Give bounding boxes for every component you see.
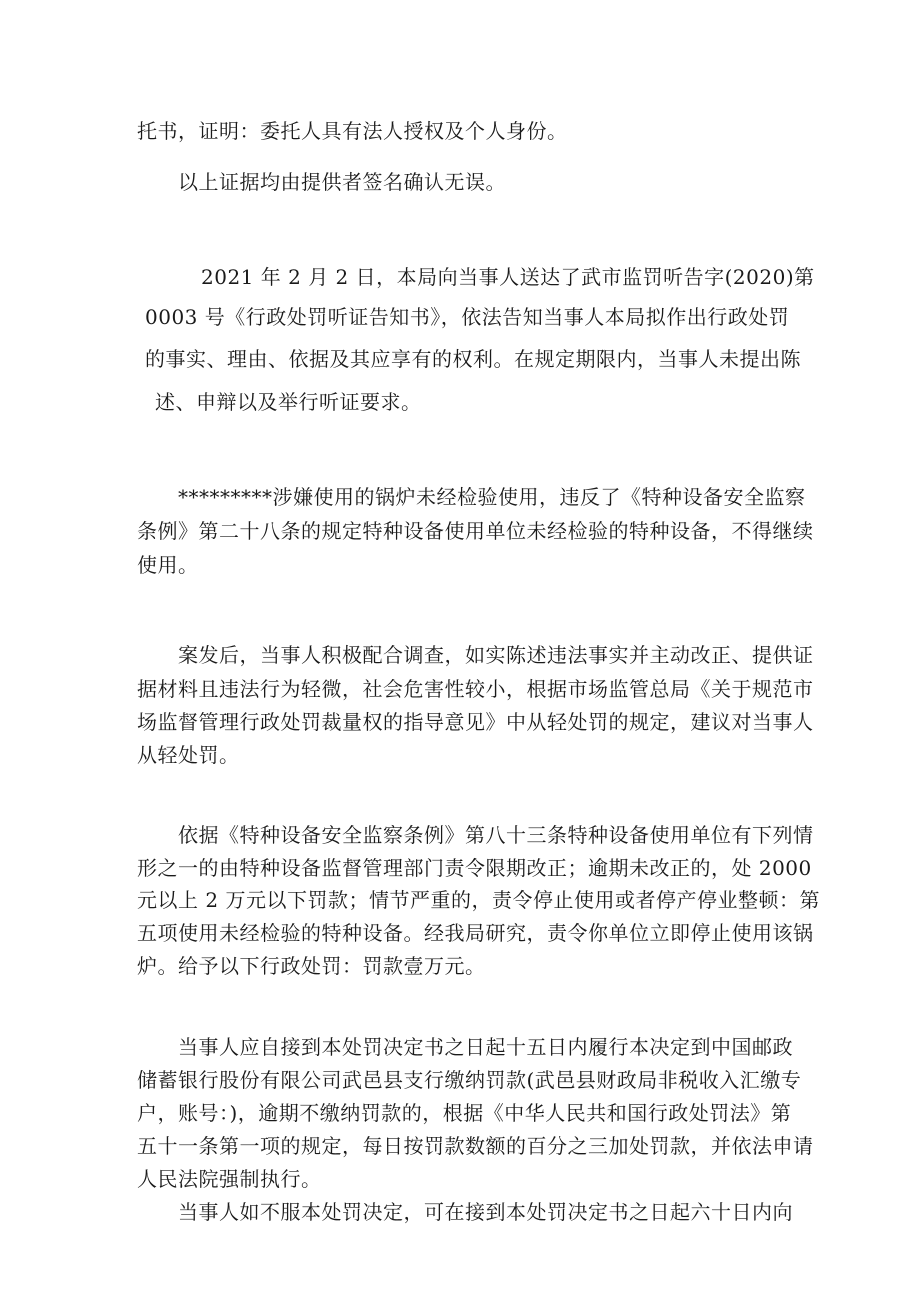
- text-line: 当事人应自接到本处罚决定书之日起十五日内履行本决定到中国邮政: [178, 1035, 793, 1059]
- text-line: *********涉嫌使用的锅炉未经检验使用，违反了《特种设备安全监察: [178, 485, 806, 509]
- text-line: 托书，证明：委托人具有法人授权及个人身份。: [137, 119, 568, 143]
- text-line: 以上证据均由提供者签名确认无误。: [178, 170, 506, 194]
- text-line: 条例》第二十八条的规定特种设备使用单位未经检验的特种设备，不得继续: [137, 519, 814, 543]
- text-line: 形之一的由特种设备监督管理部门责令限期改正；逾期未改正的，处 2000: [137, 856, 812, 880]
- text-line: 案发后，当事人积极配合调查，如实陈述违法事实并主动改正、提供证: [178, 643, 814, 667]
- text-line: 据材料且违法行为轻微，社会危害性较小，根据市场监管总局《关于规范市: [137, 677, 814, 701]
- text-line: 户，账号：)，逾期不缴纳罚款的，根据《中华人民共和国行政处罚法》第: [137, 1101, 792, 1125]
- text-line: 人民法院强制执行。: [137, 1167, 322, 1191]
- text-line: 五十一条第一项的规定，每日按罚款数额的百分之三加处罚款，并依法申请: [137, 1134, 814, 1158]
- text-line: 从轻处罚。: [137, 743, 240, 767]
- text-line: 使用。: [137, 553, 199, 577]
- text-line: 的事实、理由、依据及其应享有的权利。在规定期限内，当事人未提出陈: [145, 347, 801, 371]
- text-line: 依据《特种设备安全监察条例》第八十三条特种设备使用单位有下列情: [178, 823, 814, 847]
- text-line: 储蓄银行股份有限公司武邑县支行缴纳罚款(武邑县财政局非税收入汇缴专: [137, 1068, 802, 1092]
- text-line: 五项使用未经检验的特种设备。经我局研究，责令你单位立即停止使用该锅: [137, 921, 814, 945]
- text-line: 述、申辩以及举行听证要求。: [155, 390, 422, 414]
- text-line: 2021 年 2 月 2 日，本局向当事人送达了武市监罚听告字(2020)第: [201, 265, 815, 289]
- text-line: 元以上 2 万元以下罚款；情节严重的，责令停止使用或者停产停业整顿：第: [137, 888, 820, 912]
- text-line: 炉。给予以下行政处罚：罚款壹万元。: [137, 954, 486, 978]
- text-line: 场监督管理行政处罚裁量权的指导意见》中从轻处罚的规定，建议对当事人: [137, 710, 814, 734]
- text-line: 当事人如不服本处罚决定，可在接到本处罚决定书之日起六十日内向: [178, 1200, 793, 1224]
- text-line: 0003 号《行政处罚听证告知书》，依法告知当事人本局拟作出行政处罚: [145, 305, 790, 329]
